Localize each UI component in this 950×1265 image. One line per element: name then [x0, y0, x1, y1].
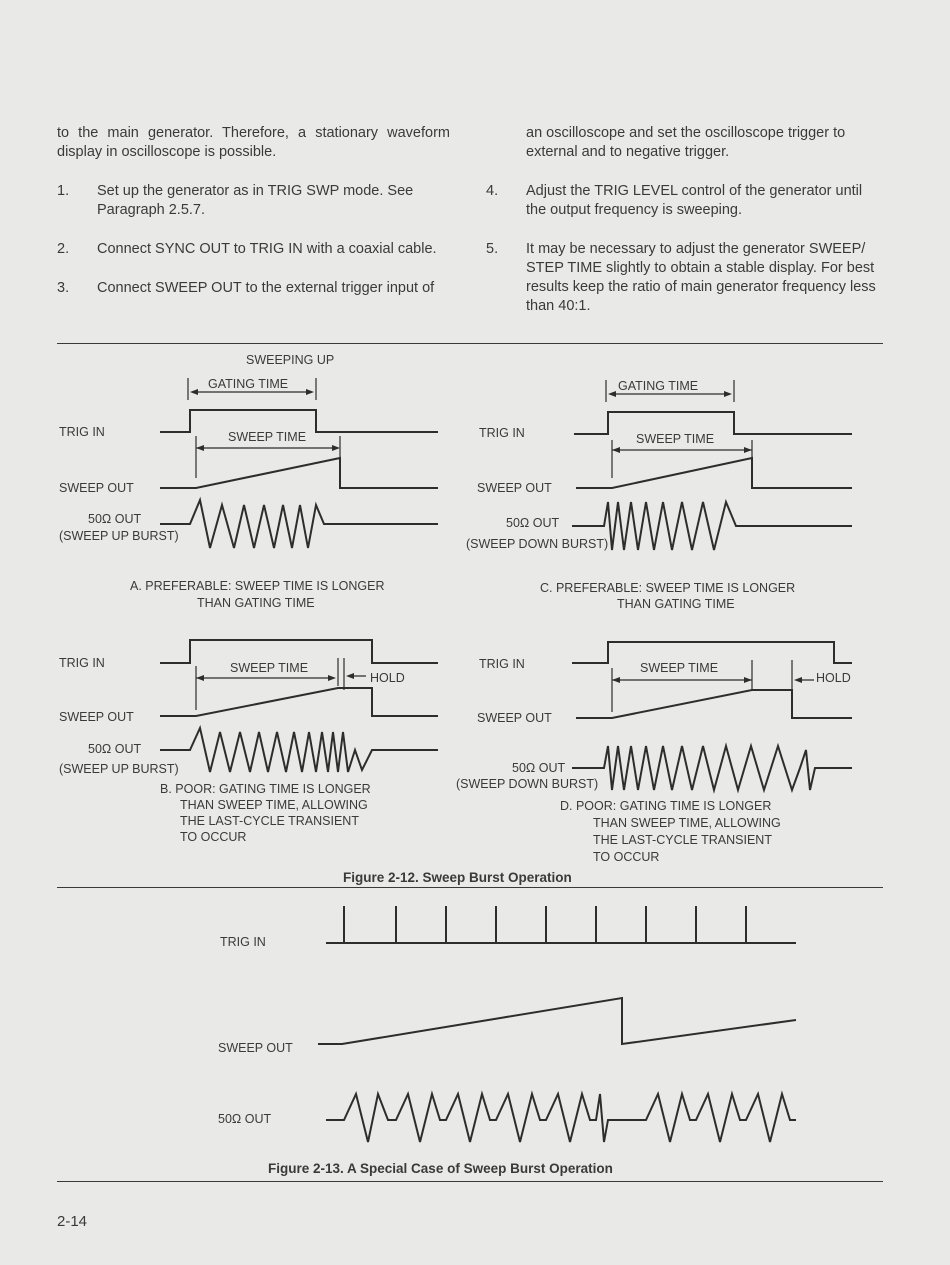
caption-b-line-2: THAN SWEEP TIME, ALLOWING [180, 798, 368, 812]
caption-c-line-1: C. PREFERABLE: SWEEP TIME IS LONGER [540, 581, 796, 595]
out-50-label: 50Ω OUT [88, 512, 142, 526]
caption-d-line-1: D. POOR: GATING TIME IS LONGER [560, 799, 772, 813]
sweep-time-label: SWEEP TIME [228, 430, 307, 444]
top-divider [57, 343, 883, 344]
page-number: 2-14 [57, 1213, 88, 1230]
sweep-out-label: SWEEP OUT [59, 710, 134, 724]
out-50-label: 50Ω OUT [506, 516, 560, 530]
gating-time-label: GATING TIME [208, 377, 289, 391]
trig-in-label: TRIG IN [479, 657, 525, 671]
step-2: 2. Connect SYNC OUT to TRIG IN with a coaxial cable. [57, 241, 437, 257]
step-3: 3. Connect SWEEP OUT to the external trigger input of [57, 280, 435, 296]
left-intro-paragraph: to the main generator. Therefore, a stationary waveform display in oscilloscope is possible. [57, 125, 450, 160]
caption-d-line-4: TO OCCUR [593, 850, 660, 864]
step-1: 1. Set up the generator as in TRIG SWP mode. See Paragraph 2.5.7. [57, 183, 414, 218]
trig-in-label: TRIG IN [59, 425, 105, 439]
caption-d-line-2: THAN SWEEP TIME, ALLOWING [593, 816, 781, 830]
sweep-out-label: SWEEP OUT [477, 711, 552, 725]
left-text-column [57, 124, 450, 318]
panel-b [59, 640, 438, 844]
figure-2-13 [0, 890, 950, 1185]
hold-label: HOLD [370, 671, 405, 685]
step-4: 4. Adjust the TRIG LEVEL control of the generator until the output frequency is sweeping. [486, 183, 863, 218]
bottom-divider [57, 1181, 883, 1182]
out-50-label: 50Ω OUT [512, 761, 566, 775]
figure-2-12-caption: Figure 2-12. Sweep Burst Operation [343, 870, 572, 885]
out-50-label: 50Ω OUT [88, 742, 142, 756]
out-50-waveform [326, 1094, 796, 1142]
trig-in-pulse-train [326, 906, 796, 943]
trig-in-label: TRIG IN [59, 656, 105, 670]
sweep-time-label: SWEEP TIME [640, 661, 719, 675]
trig-in-label: TRIG IN [479, 426, 525, 440]
step-5: 5. It may be necessary to adjust the generator SWEEP/ STEP TIME slightly to obtain a stable display. For best results keep the ratio of main generator frequency less than 40:1. [486, 241, 876, 314]
sweep-down-burst-label: (SWEEP DOWN BURST) [466, 537, 609, 551]
sweep-up-burst-label: (SWEEP UP BURST) [59, 529, 179, 543]
caption-a-line-1: A. PREFERABLE: SWEEP TIME IS LONGER [130, 579, 385, 593]
caption-b-line-3: THE LAST-CYCLE TRANSIENT [180, 814, 359, 828]
sweep-time-label: SWEEP TIME [636, 432, 715, 446]
gating-time-label: GATING TIME [618, 379, 699, 393]
hold-label: HOLD [816, 671, 851, 685]
sweep-out-label: SWEEP OUT [218, 1041, 293, 1055]
sweep-out-ramp [318, 998, 796, 1044]
caption-d-line-3: THE LAST-CYCLE TRANSIENT [593, 833, 772, 847]
mid-divider [57, 887, 883, 888]
sweep-out-label: SWEEP OUT [477, 481, 552, 495]
sweep-down-burst-label: (SWEEP DOWN BURST) [456, 777, 599, 791]
panel-a [59, 377, 438, 610]
out-50-label: 50Ω OUT [218, 1112, 272, 1126]
right-text-column [486, 124, 884, 336]
panel-c [466, 379, 852, 611]
caption-a-line-2: THAN GATING TIME [197, 596, 315, 610]
right-intro-paragraph: an oscilloscope and set the oscilloscope trigger to external and to negative trigger. [526, 125, 846, 160]
panel-d [456, 642, 852, 864]
trig-in-label: TRIG IN [220, 935, 266, 949]
caption-b-line-4: TO OCCUR [180, 830, 247, 844]
figure-2-12 [0, 345, 950, 890]
figure-2-13-caption: Figure 2-13. A Special Case of Sweep Burst Operation [268, 1161, 613, 1176]
sweep-time-label: SWEEP TIME [230, 661, 309, 675]
caption-c-line-2: THAN GATING TIME [617, 597, 735, 611]
sweeping-up-label: SWEEPING UP [246, 353, 335, 367]
sweep-up-burst-label: (SWEEP UP BURST) [59, 762, 179, 776]
caption-b-line-1: B. POOR: GATING TIME IS LONGER [160, 782, 371, 796]
sweep-out-label: SWEEP OUT [59, 481, 134, 495]
